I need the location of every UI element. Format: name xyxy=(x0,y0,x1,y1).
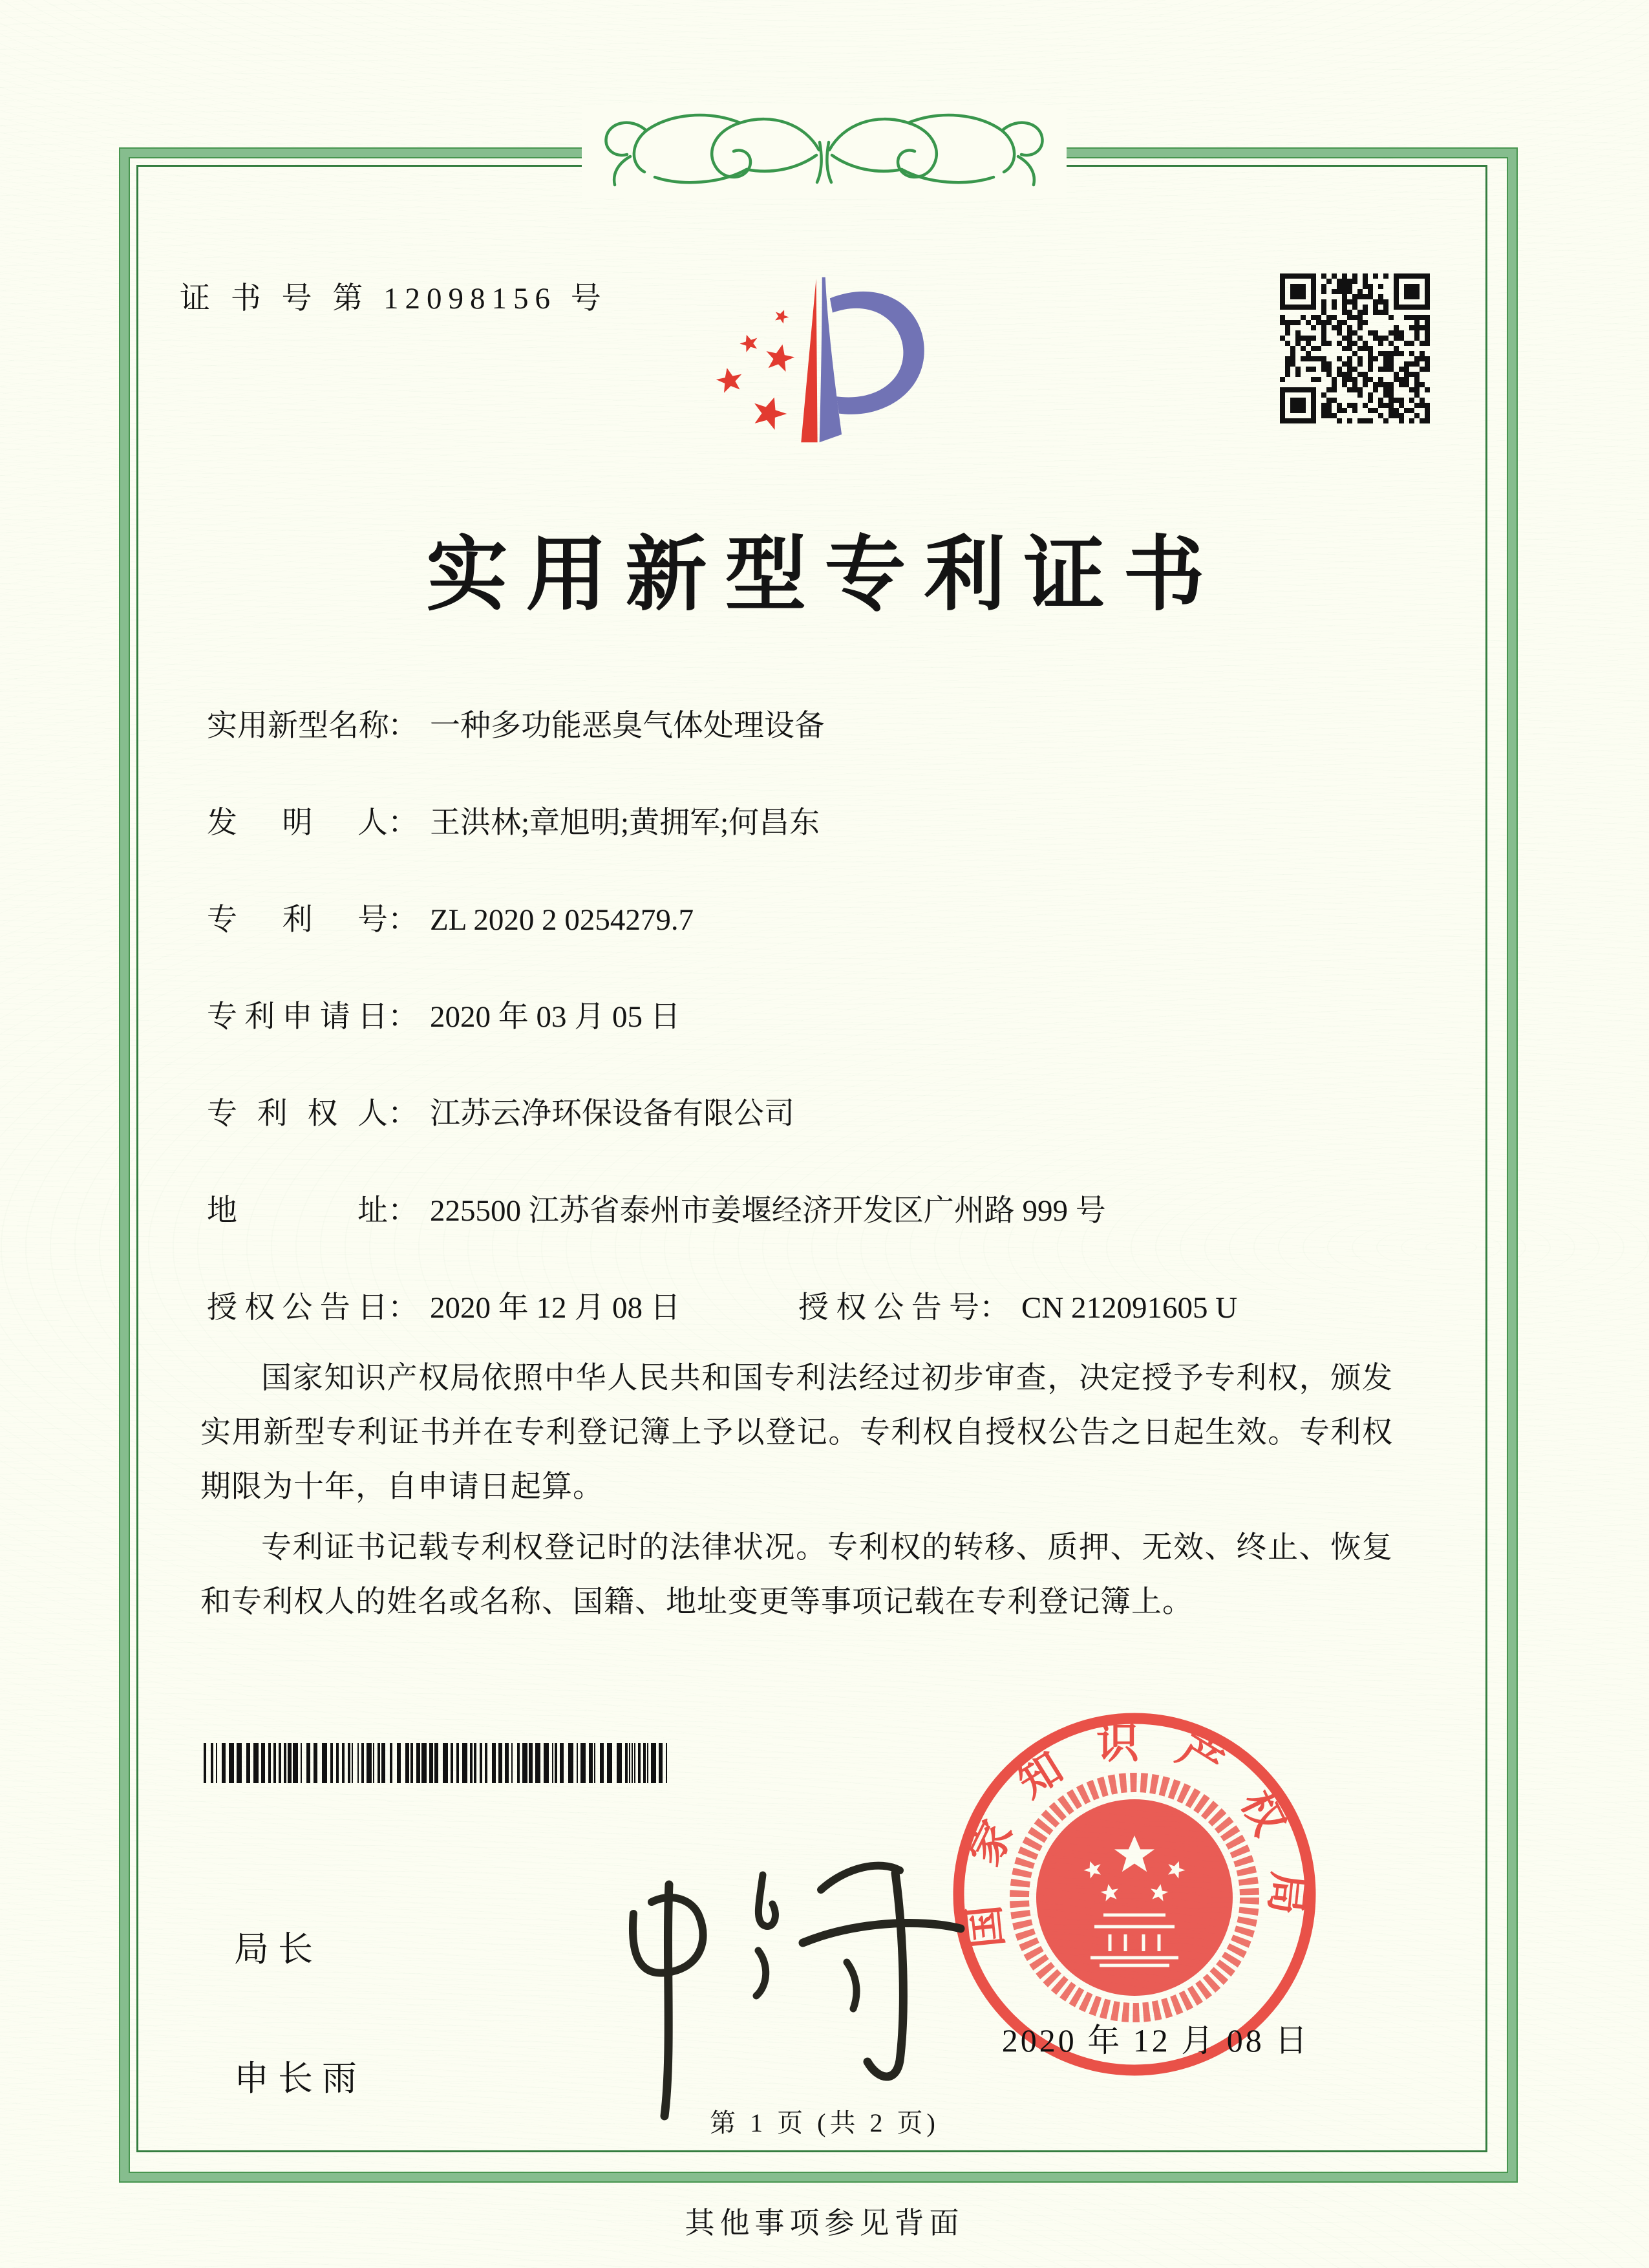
cnipa-logo-icon xyxy=(687,259,936,456)
field-row-name xyxy=(207,701,825,745)
director-signature-icon xyxy=(569,1839,970,2137)
field-value: 王洪林;章旭明;黄拥军;何昌东 xyxy=(430,806,820,840)
field-label: 地址 xyxy=(207,1194,388,1228)
field-value: CN 212091605 U xyxy=(1021,1291,1238,1325)
field-label: 发明人 xyxy=(207,806,388,840)
field-row-address xyxy=(207,1186,1106,1230)
field-colon: ： xyxy=(388,1000,418,1034)
field-row-inventors xyxy=(207,798,820,842)
legal-paragraph-1: 国家知识产权局依照中华人民共和国专利法经过初步审查，决定授予专利权，颁发实用新型专利证书并在专利登记簿上予以登记。专利权自授权公告之日起生效。专利权期限为十年，自申请日起算。 xyxy=(200,1362,1393,1504)
director-title: 局长 xyxy=(234,1930,322,1969)
field-value: 江苏云净环保设备有限公司 xyxy=(430,1097,794,1131)
field-colon: ： xyxy=(388,1097,418,1131)
director-name: 申长雨 xyxy=(234,2059,366,2098)
field-label: 授权公告号 xyxy=(798,1291,979,1325)
grant-seal-date: 2020 年 12 月 08 日 xyxy=(1001,2022,1310,2059)
field-row-patentee xyxy=(207,1089,794,1133)
field-colon: ： xyxy=(388,903,418,937)
legal-paragraph-2: 专利证书记载专利权登记时的法律状况。专利权的转移、质押、无效、终止、恢复和专利权人的姓名或名称、国籍、地址变更等事项记载在专利登记簿上。 xyxy=(200,1531,1393,1619)
field-colon: ： xyxy=(388,806,418,840)
field-row-patent-no xyxy=(207,895,694,939)
field-colon: ： xyxy=(388,1194,418,1228)
seal-ring-text: 国家知识产权局 xyxy=(957,1720,1312,1951)
legal-text xyxy=(200,1351,1393,1629)
dragon-ornament xyxy=(582,105,1067,198)
page-number: 第 1 页 (共 2 页) xyxy=(710,2108,939,2137)
field-label: 专利申请日 xyxy=(207,1000,388,1034)
field-row-filing-date xyxy=(207,992,681,1036)
certificate-title: 实用新型专利证书 xyxy=(426,531,1223,621)
field-value: 2020 年 12 月 08 日 xyxy=(430,1291,681,1325)
field-colon: ： xyxy=(388,1291,418,1325)
field-label: 实用新型名称 xyxy=(207,709,389,743)
grant-number-pair xyxy=(798,1283,1237,1327)
qr-code-icon xyxy=(1277,270,1433,427)
field-label: 专利权人 xyxy=(207,1097,388,1131)
field-value: 225500 江苏省泰州市姜堰经济开发区广州路 999 号 xyxy=(430,1194,1106,1228)
back-side-note: 其他事项参见背面 xyxy=(685,2207,964,2240)
field-value: 2020 年 03 月 05 日 xyxy=(430,1000,681,1034)
field-label: 授权公告日 xyxy=(207,1291,388,1325)
field-colon: ： xyxy=(388,709,418,743)
field-row-grant xyxy=(207,1283,1238,1327)
field-value: 一种多功能恶臭气体处理设备 xyxy=(430,709,825,743)
field-label: 专利号 xyxy=(207,903,388,937)
field-colon: ： xyxy=(979,1291,1010,1325)
field-value: ZL 2020 2 0254279.7 xyxy=(430,903,694,937)
dragon-flourish-icon xyxy=(582,105,1067,198)
barcode-icon xyxy=(204,1743,674,1783)
certificate-number: 证 书 号 第 12098156 号 xyxy=(180,282,608,316)
